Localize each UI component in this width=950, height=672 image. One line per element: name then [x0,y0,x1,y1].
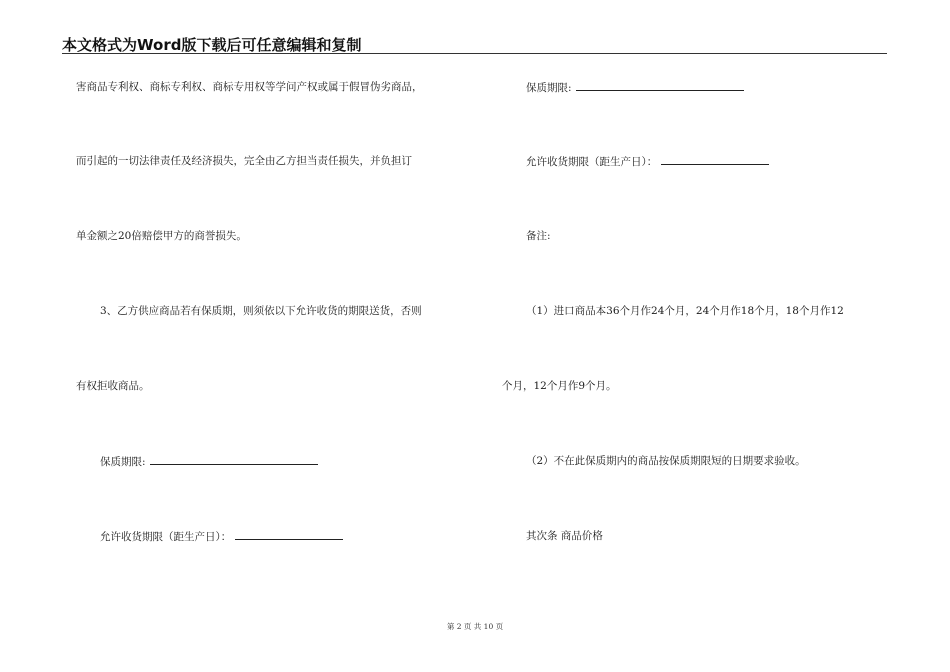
right-note-2: （2）不在此保质期内的商品按保质期限短的日期要求验收。 [526,455,806,467]
left-shelf-life-field [100,454,318,469]
left-receive-limit-field [100,529,343,544]
right-receive-limit-blank[interactable] [661,154,769,165]
right-receive-limit-label: 允许收货期限（距生产日）： [526,156,658,168]
header-divider [62,53,887,54]
left-shelf-life-blank[interactable] [150,454,318,465]
right-receive-limit-field [526,154,769,169]
right-note-1-line-2: 个月，12个月作9个月。 [502,380,617,392]
document-header-title: 本文格式为Word版下载后可任意编辑和复制 [62,36,362,54]
left-line-2: 而引起的一切法律责任及经济损失，完全由乙方担当责任损失，并负担订 [76,155,412,167]
left-receive-limit-blank[interactable] [235,529,343,540]
left-line-1: 害商品专利权、商标专利权、商标专用权等学问产权或属于假冒伪劣商品， [76,81,423,93]
right-shelf-life-blank[interactable] [576,80,744,91]
left-line-4: 3、乙方供应商品若有保质期，则须依以下允许收货的期限送货，否则 [100,305,422,317]
left-line-3: 单金额之20倍赔偿甲方的商誉损失。 [76,230,247,242]
right-note-1-line-1: （1）进口商品本36个月作24个月，24个月作18个月，18个月作12 [526,305,844,317]
right-note-label: 备注: [526,230,551,242]
left-shelf-life-label: 保质期限: [100,456,146,468]
right-shelf-life-field [526,80,744,95]
right-shelf-life-label: 保质期限: [526,82,572,94]
left-line-5: 有权拒收商品。 [76,380,150,392]
right-clause-title: 其次条 商品价格 [526,530,603,542]
left-receive-limit-label: 允许收货期限（距生产日）： [100,531,232,543]
page-indicator: 第 2 页 共 10 页 [446,622,504,631]
